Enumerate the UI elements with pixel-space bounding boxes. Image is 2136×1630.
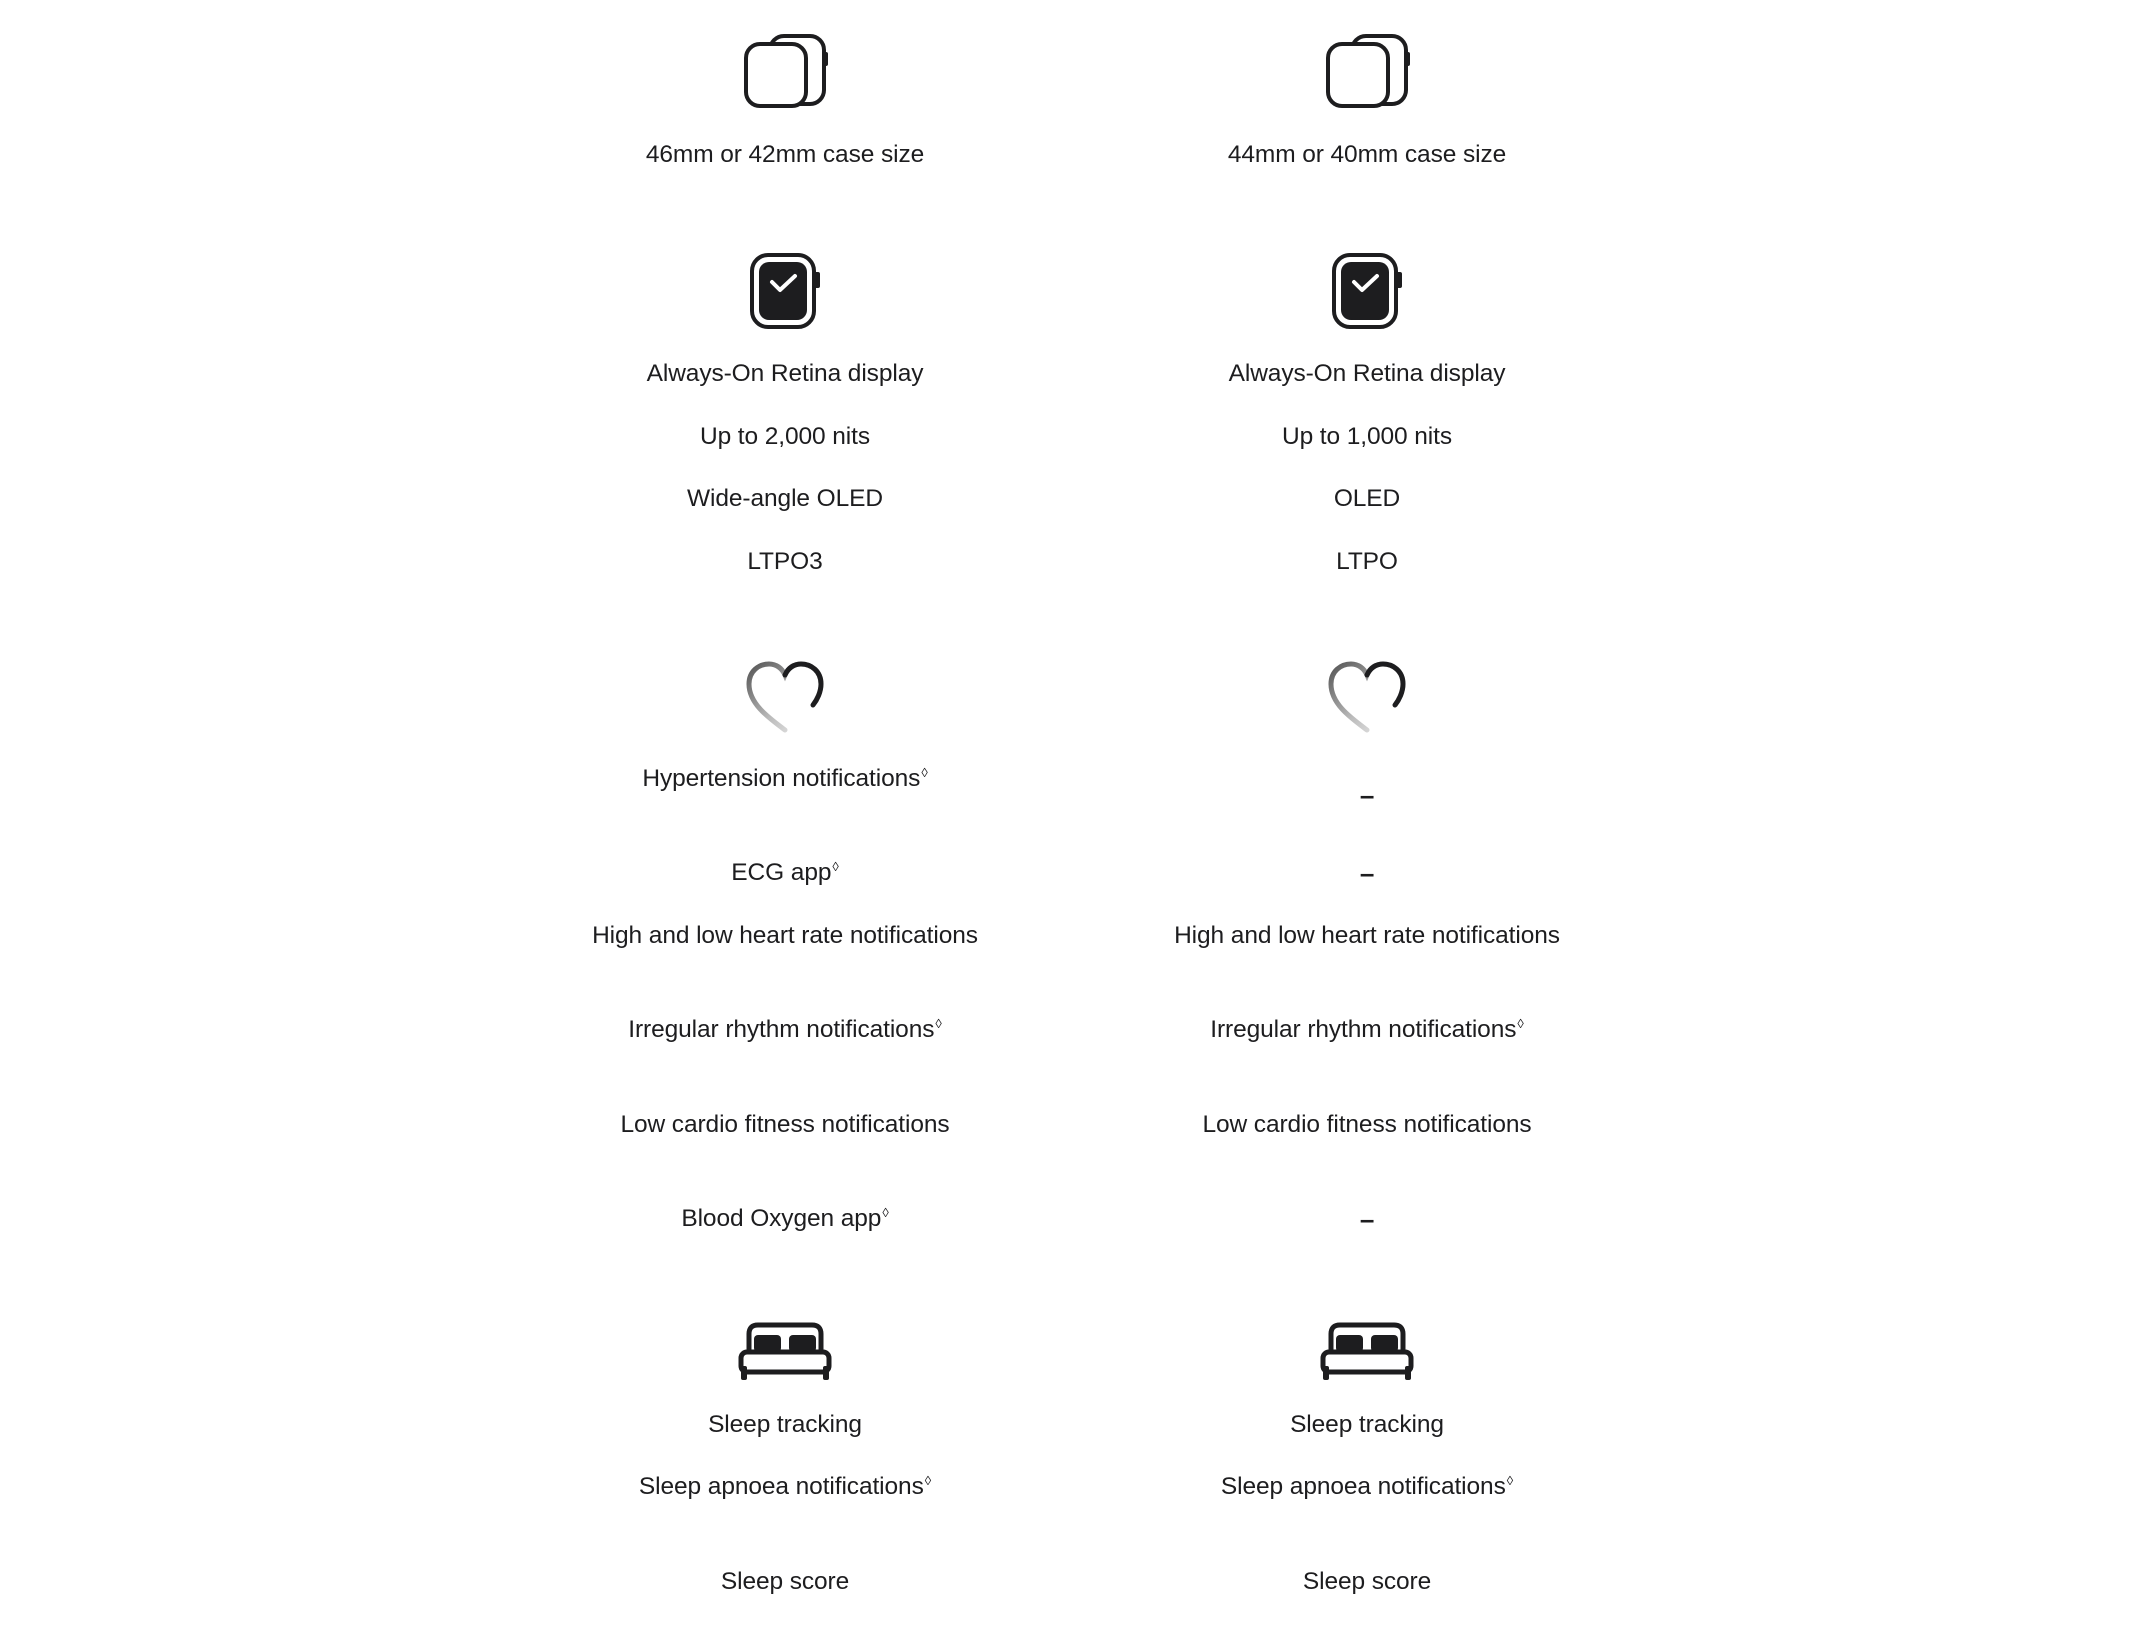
comparison-column-right: [1117, 0, 1617, 1630]
sleep-score-text: Sleep score: [1302, 1568, 1432, 1595]
display-tech-text: LTPO: [1336, 548, 1398, 575]
bed-icon: [1319, 1320, 1415, 1384]
watch-display-icon: [749, 252, 821, 330]
display-tech-text: LTPO3: [747, 548, 823, 575]
display-type-text: Always-On Retina display: [646, 360, 924, 387]
ecg-text: ECG app◊: [731, 859, 839, 886]
sleep-apnoea-text: Sleep apnoea notifications◊: [1220, 1473, 1514, 1500]
case-size-text: 46mm or 42mm case size: [645, 141, 925, 168]
sleep-tracking-text: Sleep tracking: [708, 1411, 862, 1438]
display-type-text: Always-On Retina display: [1228, 360, 1506, 387]
heart-icon: [743, 660, 827, 736]
heart-rate-text: High and low heart rate notifications: [1174, 922, 1560, 949]
case-size-text: 44mm or 40mm case size: [1227, 141, 1507, 168]
irregular-rhythm-text: Irregular rhythm notifications◊: [628, 1016, 942, 1043]
display-brightness-text: Up to 2,000 nits: [699, 423, 870, 450]
irregular-rhythm-text: Irregular rhythm notifications◊: [1210, 1016, 1524, 1043]
sleep-tracking-text: Sleep tracking: [1290, 1411, 1444, 1438]
hypertension-text: Hypertension notifications◊: [642, 765, 928, 792]
ecg-unavailable: –: [1359, 858, 1375, 888]
comparison-column-left: [535, 0, 1035, 1630]
watch-case-icon: [742, 32, 828, 110]
watch-case-icon: [1324, 32, 1410, 110]
sleep-score-text: Sleep score: [720, 1568, 850, 1595]
cardio-fitness-text: Low cardio fitness notifications: [620, 1111, 950, 1138]
blood-oxygen-text: Blood Oxygen app◊: [681, 1205, 889, 1232]
cardio-fitness-text: Low cardio fitness notifications: [1202, 1111, 1532, 1138]
hypertension-unavailable: –: [1359, 780, 1375, 810]
watch-display-icon: [1331, 252, 1403, 330]
blood-oxygen-unavailable: –: [1359, 1204, 1375, 1234]
sleep-apnoea-text: Sleep apnoea notifications◊: [638, 1473, 932, 1500]
bed-icon: [737, 1320, 833, 1384]
display-panel-text: OLED: [1333, 485, 1401, 512]
display-panel-text: Wide-angle OLED: [687, 485, 883, 512]
display-brightness-text: Up to 1,000 nits: [1281, 423, 1452, 450]
heart-rate-text: High and low heart rate notifications: [592, 922, 978, 949]
heart-icon: [1325, 660, 1409, 736]
